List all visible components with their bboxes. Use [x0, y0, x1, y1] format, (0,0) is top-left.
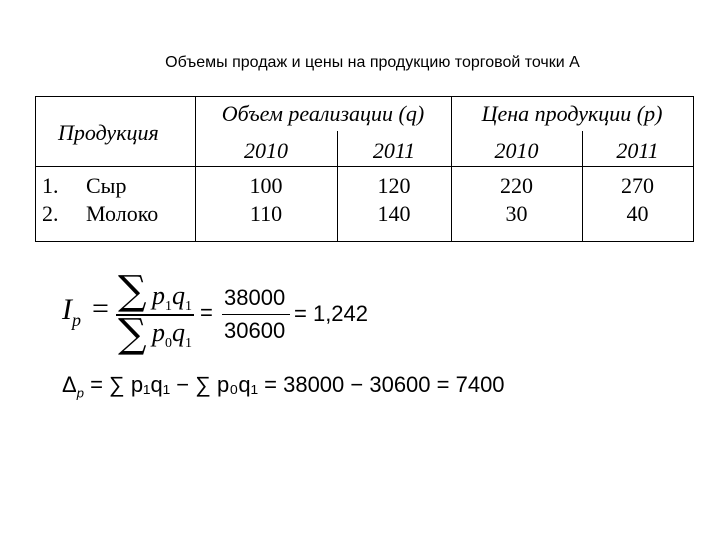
index-subscript: p: [72, 310, 81, 330]
denominator-q: q: [172, 318, 185, 347]
product-name: Сыр: [86, 173, 127, 198]
sum-icon: ∑: [118, 311, 147, 357]
numerator-value: 38000: [224, 285, 286, 310]
price-header: Цена продукции (р): [481, 101, 663, 126]
equals-sign: =: [200, 300, 213, 325]
table-cell: 270: [621, 173, 654, 198]
volume-header: Объем реализации (q): [221, 101, 425, 126]
year-header: 2011: [372, 138, 416, 163]
denominator-p: p: [152, 318, 165, 347]
denominator-value: 30600: [224, 318, 286, 343]
table-cell: 100: [249, 173, 283, 198]
fraction-bar: [222, 314, 290, 315]
table-cell: 120: [377, 173, 411, 198]
delta-symbol: Δ: [62, 372, 77, 397]
table-cell: 40: [626, 201, 649, 226]
absolute-change-formula: [62, 372, 505, 400]
row-number: 2.: [42, 201, 59, 226]
numerator-p: p: [152, 281, 165, 310]
table-cell: 110: [249, 201, 283, 226]
numerator-q: q: [172, 281, 185, 310]
row-number: 1.: [42, 173, 59, 198]
page-title: Объемы продаж и цены на продукцию торговой точки А: [165, 54, 580, 71]
year-header: 2011: [616, 138, 659, 163]
table-cell: 140: [377, 201, 411, 226]
denominator-q-sub: 1: [185, 336, 192, 352]
absolute-change-expression: = ∑ p₁q₁ − ∑ p₀q₁ = 38000 − 30600 = 7400: [90, 372, 505, 397]
table-cell: 30: [505, 201, 528, 226]
table-cell: 220: [500, 173, 533, 198]
index-symbol: I: [62, 293, 72, 326]
denominator-p-sub: 0: [165, 336, 172, 352]
equals-sign: =: [92, 292, 109, 325]
product-header: Продукция: [58, 120, 159, 145]
numerator-p-sub: 1: [165, 299, 172, 315]
numerator-q-sub: 1: [185, 299, 192, 315]
result-value: = 1,242: [294, 301, 369, 326]
product-name: Молоко: [86, 201, 159, 226]
year-header: 2010: [244, 138, 288, 163]
year-header: 2010: [494, 138, 539, 163]
delta-subscript: p: [76, 385, 84, 401]
sum-icon: ∑: [118, 268, 147, 314]
